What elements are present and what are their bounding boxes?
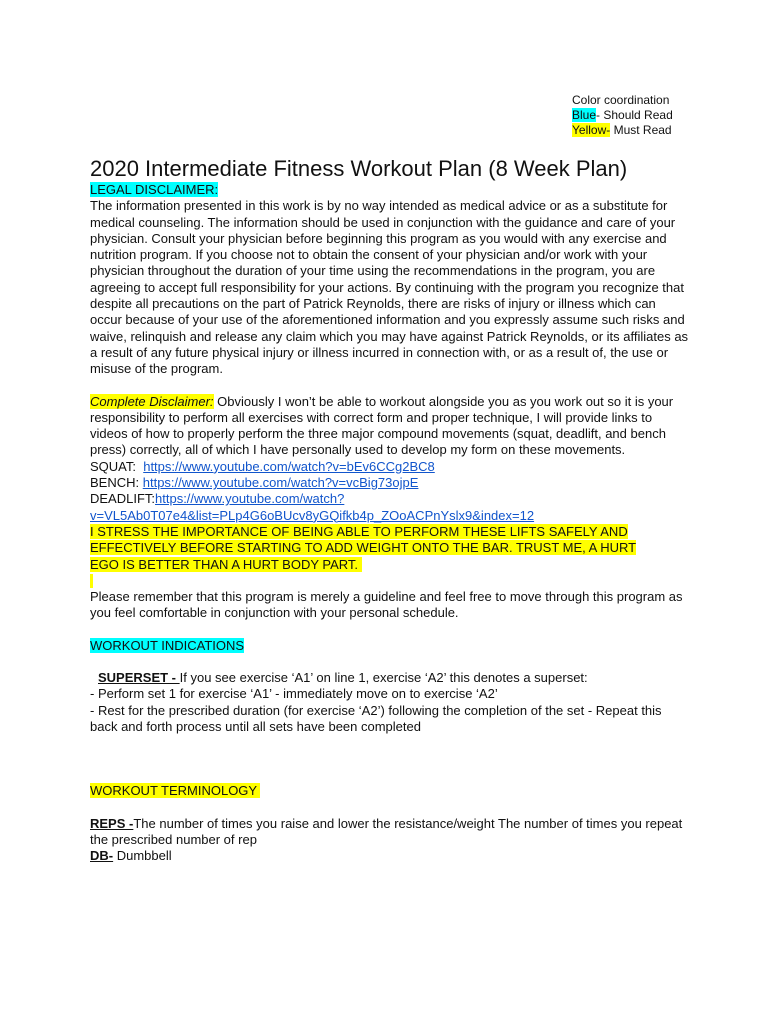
stress-warning <box>90 524 690 589</box>
color-legend <box>572 93 673 138</box>
deadlift-link-line <box>90 491 690 507</box>
deadlift-video-link-part1[interactable]: https://www.youtube.com/watch? <box>155 491 345 507</box>
guideline-reminder: Please remember that this program is merely a guideline and feel free to move through this program as you feel comfortable in conjunction with your personal schedule. <box>90 589 683 621</box>
spacer <box>90 622 690 638</box>
legend-blue-text: - Should Read <box>596 108 673 122</box>
spacer <box>90 751 690 767</box>
workout-indications-heading: WORKOUT INDICATIONS <box>90 637 245 653</box>
workout-terminology-heading-row <box>90 783 690 799</box>
bench-label: BENCH: <box>90 475 143 491</box>
legal-disclaimer-text: The information presented in this work is by no way intended as medical advice or as a substitute for medical counseling. The information should be used in conjunction with the guidance and care of your physician. Consult your physician before beginning this program as you would with any exercise and nutrition program. If you choose not to obtain the consent of your physician and/or work with your physician throughout the duration of your time using the recommendations in the program, you are agreeing to accept full responsibility for your actions. By continuing with the program you recognize that despite all precautions on the part of Patrick Reynolds, there are risks of injury or illness which can occur because of your use of the aforementioned information and you expressly assume such risks and waive, relinquish and release any claim which you may have against Patrick Reynolds, or its affiliates as a result of any future physical injury or illness incurred in connection with, or as a result of, the use or misuse of the program. <box>90 198 689 377</box>
deadlift-link-line-2 <box>90 508 690 524</box>
document-body <box>90 156 690 864</box>
superset-step-2: - Rest for the prescribed duration (for exercise ‘A2’) following the completion of the set - Repeat this back and forth process until all sets have been completed <box>90 702 662 734</box>
bench-video-link[interactable]: https://www.youtube.com/watch?v=vcBig73ojpE <box>142 475 419 491</box>
spacer <box>90 767 690 783</box>
stress-line-1 <box>90 524 690 540</box>
bench-link-row <box>90 475 690 491</box>
spacer <box>90 378 690 394</box>
legend-heading: Color coordination <box>572 93 670 107</box>
squat-label: SQUAT: <box>90 458 144 474</box>
superset-step-1: - Perform set 1 for exercise ‘A1’ - immediately move on to exercise ‘A2’ <box>90 686 498 702</box>
stress-empty-line <box>90 573 690 589</box>
highlight-mark <box>90 574 93 588</box>
reps-definition <box>90 816 690 849</box>
deadlift-label: DEADLIFT: <box>90 491 156 507</box>
stress-line-2 <box>90 540 690 556</box>
stress-line-3 <box>90 557 690 573</box>
workout-terminology-heading: WORKOUT TERMINOLOGY <box>90 783 261 799</box>
page-title: 2020 Intermediate Fitness Workout Plan (8 Week Plan) <box>90 156 628 181</box>
legend-blue-key: Blue <box>572 108 597 122</box>
legend-blue-row <box>572 108 673 123</box>
deadlift-link-row <box>90 491 690 524</box>
db-term: DB- <box>90 848 114 864</box>
squat-link-row <box>90 459 690 475</box>
superset-text: If you see exercise ‘A1’ on line 1, exercise ‘A2’ this denotes a superset: <box>179 670 588 686</box>
complete-disclaimer-text: Obviously I won’t be able to workout alongside you as you work out so it is your responsibility to perform all exercises with correct form and proper technique, I will provide links to videos of how to properly perform the three major compound movements (squat, deadlift, and bench press) correctly, all of which I have personally used to develop my form on these movements. <box>90 393 674 458</box>
stress-text-3: EGO IS BETTER THAN A HURT BODY PART. <box>90 556 362 572</box>
superset-term: SUPERSET - <box>98 670 180 686</box>
spacer <box>90 800 690 816</box>
reps-text: The number of times you raise and lower the resistance/weight The number of times you repeat the prescribed number of rep <box>90 815 683 847</box>
spacer <box>90 735 690 751</box>
legal-disclaimer-section <box>90 182 690 378</box>
workout-indications-heading-row <box>90 638 690 654</box>
db-definition <box>90 848 690 864</box>
legal-disclaimer-heading: LEGAL DISCLAIMER: <box>90 182 219 197</box>
complete-disclaimer-paragraph <box>90 394 690 459</box>
stress-text-2: EFFECTIVELY BEFORE STARTING TO ADD WEIGHT ONTO THE BAR. TRUST ME, A HURT <box>90 540 637 556</box>
stress-text-1: I STRESS THE IMPORTANCE OF BEING ABLE TO PERFORM THESE LIFTS SAFELY AND <box>90 523 628 539</box>
legend-yellow-key: Yellow- <box>572 123 611 137</box>
spacer <box>90 654 690 670</box>
legend-yellow-row <box>572 123 673 138</box>
reps-term: REPS - <box>90 815 134 831</box>
complete-disclaimer-label: Complete Disclaimer: <box>90 393 214 409</box>
db-text: Dumbbell <box>113 848 172 864</box>
legend-yellow-text: Must Read <box>610 123 672 137</box>
squat-video-link[interactable]: https://www.youtube.com/watch?v=bEv6CCg2BC8 <box>143 458 435 474</box>
deadlift-video-link-part2[interactable]: v=VL5Ab0T07e4&list=PLp4G6oBUcv8yGQifkb4p_ZOoACPnYslx9&index=12 <box>90 507 535 523</box>
superset-row <box>90 670 690 686</box>
